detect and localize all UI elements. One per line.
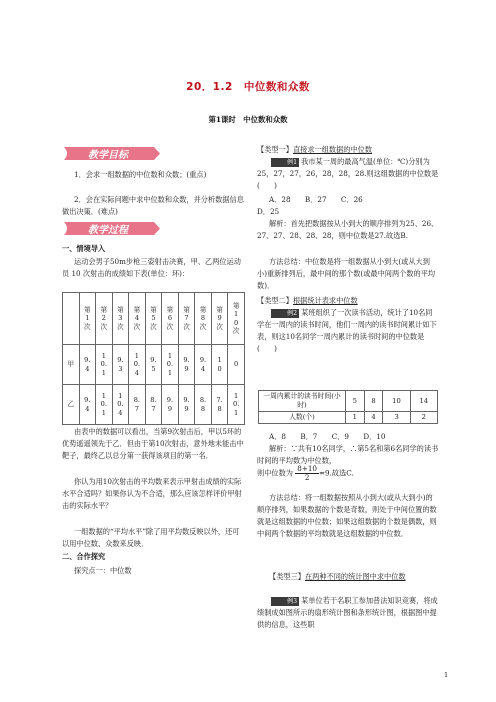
goals-banner-label: 教学目标 (88, 150, 128, 161)
example-1-options: A．28 B．27 C．26 (269, 195, 363, 204)
table-cell: 8.8 (195, 385, 212, 425)
table-cell: 10.1 (228, 385, 245, 425)
example-3 (257, 595, 439, 631)
table-header-row (63, 293, 245, 345)
reading-row-people (259, 412, 438, 424)
table-header-cell: 第4次 (129, 293, 146, 345)
example-2-summary: 方法总结：将一组数据按照从小到大(或从大到小)的顺序排列，如果数据的个数是奇数，则处于中间位置的数就是这组数据的中位数；如果这组数据的个数是偶数，则中间两个数据的平均数就是这组数据的中位数． (257, 493, 437, 538)
row-label-jia: 甲 (63, 345, 80, 385)
type-1-heading (257, 144, 439, 156)
goal-1: 1．会求一组数据的中位数和众数；(重点) (74, 170, 207, 179)
example-2-solution-1: 解析：∵共有10名同学，∴第5名和第6名同学的读书时间的平均数为中位数， (257, 444, 439, 465)
reading-cell: 8 (364, 391, 383, 412)
example-2-text: 某班组织了一次读书活动，统计了10名同学在一周内的读书时间，他们一周内的读书时间累计如下表，则这10名同学一周内累计的读书时间的中位数是( ) (257, 308, 437, 353)
table-cell: 9.4 (195, 345, 212, 385)
table-cell: 9.3 (112, 345, 129, 385)
table-row-yi (63, 385, 245, 425)
section-2-heading: 二、合作探究 (62, 552, 106, 561)
table-cell: 10.1 (96, 385, 113, 425)
table-cell: 10.4 (112, 385, 129, 425)
table-header-cell: 第3次 (112, 293, 129, 345)
paragraph-1: 由表中的数据可以看出，当第9次射击后，甲以5环的优势遥遥领先于乙．但由于第10次射击，意外地未能击中靶子，最终乙以总分第一获得该项目的第一名． (62, 427, 244, 460)
paragraph-3: 一组数据的“平均水平”除了用平均数反映以外，还可以用中位数、众数来反映． (62, 527, 240, 548)
type-3-title: 在两种不同的统计图中求中位数 (304, 572, 406, 581)
reading-cell: 1 (346, 412, 365, 424)
example-3-text: 某单位若干名职工参加普法知识竞赛，将成绩制成如图所示的扇形统计图和条形统计图，根据图中提供的信息，这些职 (257, 596, 438, 629)
table-cell: 8.7 (129, 385, 146, 425)
paragraph-2: 你认为用10次射击的平均数来表示甲射击成绩的实际水平合适吗？如果你认为不合适，那么应该怎样评价甲射击的实际水平？ (62, 477, 242, 510)
example-3-tag: 例3 (271, 597, 299, 606)
table-cell: 9.9 (178, 385, 195, 425)
solution-prefix: 则中位数为 (257, 468, 293, 478)
reading-people-label: 人数(个) (259, 412, 346, 424)
type-2-title: 根据统计表求中位数 (292, 296, 358, 305)
example-1-options-2: D．25 (257, 207, 280, 216)
type-2-label: 【类型二】 (257, 296, 293, 305)
reading-time-table (258, 390, 438, 424)
reading-cell: 14 (410, 391, 437, 412)
goal-2: 2．会在实际问题中求中位数和众数，并分析数据信息做出决策．(难点) (62, 195, 244, 216)
reading-cell: 4 (364, 412, 383, 424)
type-1-title: 直接求一组数据的中位数 (292, 145, 373, 154)
table-header-cell: 第6次 (162, 293, 179, 345)
type-1-label: 【类型一】 (257, 145, 293, 154)
reading-hours-label: 一周内累计的读书时间(小时) (259, 391, 346, 412)
intro-text: 运动会男子50m步枪三姿射击决赛，甲、乙两位运动员 10 次射击的成绩如下表(单位：环)： (62, 257, 241, 278)
example-2 (257, 307, 439, 355)
fraction (295, 465, 319, 482)
table-cell: 9.4 (79, 385, 96, 425)
table-header-cell: 第5次 (145, 293, 162, 345)
section-1-heading: 一、情境导入 (62, 244, 106, 253)
example-1 (257, 156, 439, 192)
table-header-cell: 第9次 (211, 293, 228, 345)
table-header-cell: 第2次 (96, 293, 113, 345)
table-cell: 10.1 (96, 345, 113, 385)
lesson-subtitle: 第1课时 中位数和众数 (208, 115, 288, 124)
table-cell: 9.4 (79, 345, 96, 385)
example-1-solution: 解析：首先把数据按从小到大的顺序排列为25、26、27、27、28、28、28，则中位数是27.故选B. (257, 219, 439, 240)
table-cell: 10 (211, 345, 228, 385)
example-2-solution-2 (257, 465, 439, 482)
reading-cell: 3 (383, 412, 410, 424)
table-cell: 9.9 (178, 345, 195, 385)
table-cell: 8.7 (145, 385, 162, 425)
example-2-tag: 例2 (271, 309, 299, 318)
type-2-heading (257, 295, 439, 307)
table-header-cell: 第7次 (178, 293, 195, 345)
table-header-cell: 第8次 (195, 293, 212, 345)
score-table (62, 292, 245, 425)
table-corner-cell (63, 293, 80, 345)
reading-cell: 10 (383, 391, 410, 412)
table-header-cell: 第10次 (228, 293, 245, 345)
table-cell: 9.9 (162, 385, 179, 425)
page-number: 1 (444, 671, 449, 679)
table-row-jia (63, 345, 245, 385)
example-1-tag: 例1 (271, 158, 299, 167)
table-cell: 0 (228, 345, 245, 385)
row-label-yi: 乙 (63, 385, 80, 425)
reading-cell: 2 (410, 412, 437, 424)
type-3-heading (257, 571, 439, 583)
fraction-denominator: 2 (304, 473, 310, 482)
page-title: 20．1.2 中位数和众数 (186, 81, 310, 93)
fraction-numerator: 8+10 (297, 464, 317, 473)
explore-heading: 探究点一：中位数 (74, 566, 132, 575)
table-cell: 9.5 (145, 345, 162, 385)
table-cell: 7.8 (211, 385, 228, 425)
example-1-text: 我市某一周的最高气温(单位：℃)分别为25，27，27，26，28，28，28.则这组数据的中位数是( ) (257, 157, 439, 190)
process-banner-label: 教学过程 (88, 225, 128, 236)
table-header-cell: 第1次 (79, 293, 96, 345)
goals-banner (62, 146, 244, 161)
process-banner (62, 221, 244, 236)
reading-row-hours (259, 391, 438, 412)
type-3-label: 【类型三】 (269, 572, 305, 581)
solution-suffix: =9.故选C. (319, 468, 354, 478)
example-2-options: A．8 B．7 C．9 D．10 (269, 432, 386, 441)
reading-cell: 5 (346, 391, 365, 412)
example-1-summary: 方法总结：中位数是将一组数据从小到大(或从大到小)重新排列后，最中间的那个数(或最中间两个数的平均数)． (257, 257, 436, 290)
table-cell: 10.1 (162, 345, 179, 385)
table-cell: 10.4 (129, 345, 146, 385)
